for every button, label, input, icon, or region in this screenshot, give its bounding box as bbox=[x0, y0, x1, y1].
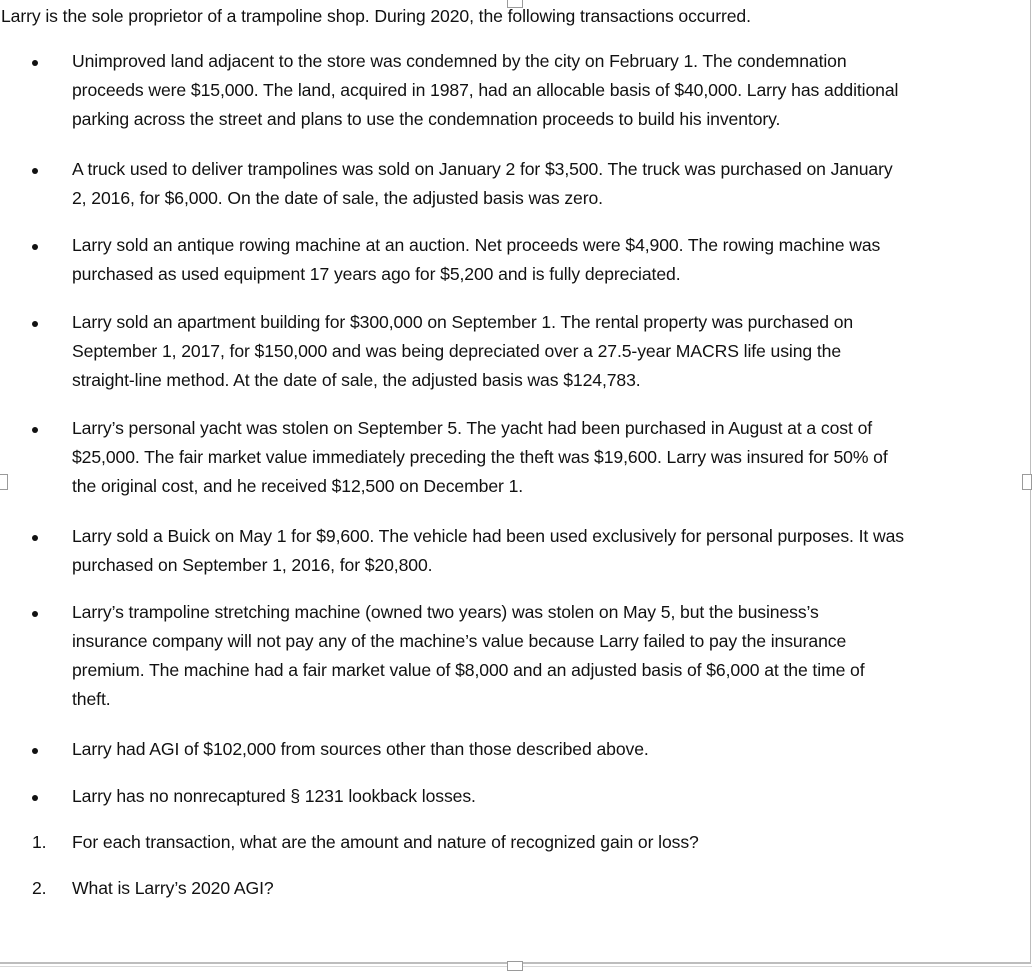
intro-paragraph: Larry is the sole proprietor of a trampoline shop. During 2020, the following transactions occurred. bbox=[1, 6, 751, 26]
text-line: A truck used to deliver trampolines was sold on January 2 for $3,500. The truck was purchased on January bbox=[72, 159, 893, 179]
bullet-icon bbox=[32, 60, 38, 66]
text-line: Unimproved land adjacent to the store was condemned by the city on February 1. The condemnation bbox=[72, 51, 847, 71]
question-number: 2. bbox=[32, 878, 47, 898]
text-line: Larry’s trampoline stretching machine (owned two years) was stolen on May 5, but the business’s bbox=[72, 602, 819, 622]
text-line: Larry sold an apartment building for $300,000 on September 1. The rental property was purchased on bbox=[72, 312, 854, 332]
text-line: proceeds were $15,000. The land, acquired in 1987, had an allocable basis of $40,000. Larry has additional bbox=[72, 80, 899, 100]
question-number: 1. bbox=[32, 832, 47, 852]
text-line: insurance company will not pay any of the machine’s value because Larry failed to pay the insurance bbox=[72, 631, 847, 651]
bullet-icon bbox=[32, 535, 38, 541]
text-line: 2, 2016, for $6,000. On the date of sale, the adjusted basis was zero. bbox=[72, 188, 603, 208]
bullet-icon bbox=[32, 244, 38, 250]
text-line: purchased on September 1, 2016, for $20,800. bbox=[72, 555, 433, 575]
bullet-icon bbox=[32, 748, 38, 754]
bullet-icon bbox=[32, 321, 38, 327]
text-line: theft. bbox=[72, 689, 111, 709]
text-line: purchased as used equipment 17 years ago for $5,200 and is fully depreciated. bbox=[72, 264, 681, 284]
bullet-icon bbox=[32, 168, 38, 174]
text-line: $25,000. The fair market value immediately preceding the theft was $19,600. Larry was insured for 50% of bbox=[72, 447, 888, 467]
question-text: What is Larry’s 2020 AGI? bbox=[72, 878, 274, 898]
text-line: Larry’s personal yacht was stolen on September 5. The yacht had been purchased in August at a cost of bbox=[72, 418, 873, 438]
bullet-icon bbox=[32, 427, 38, 433]
list-item-text bbox=[72, 598, 1032, 714]
text-line: straight-line method. At the date of sale, the adjusted basis was $124,783. bbox=[72, 370, 641, 390]
resize-handle-bottom[interactable] bbox=[507, 961, 523, 971]
list-item-text bbox=[72, 308, 1032, 395]
text-line: the original cost, and he received $12,500 on December 1. bbox=[72, 476, 524, 496]
list-item-text bbox=[72, 414, 1032, 501]
list-item-text bbox=[72, 231, 1032, 289]
text-line: September 1, 2017, for $150,000 and was being depreciated over a 27.5-year MACRS life using the bbox=[72, 341, 842, 361]
list-item-text bbox=[72, 782, 1032, 811]
text-line: parking across the street and plans to use the condemnation proceeds to build his inventory. bbox=[72, 109, 781, 129]
list-item-text bbox=[72, 47, 1032, 134]
text-line: premium. The machine had a fair market value of $8,000 and an adjusted basis of $6,000 at the time of bbox=[72, 660, 865, 680]
question-text: For each transaction, what are the amount and nature of recognized gain or loss? bbox=[72, 832, 699, 852]
list-item-text bbox=[72, 155, 1032, 213]
list-item-text bbox=[72, 522, 1032, 580]
text-line: Larry sold an antique rowing machine at an auction. Net proceeds were $4,900. The rowing machine was bbox=[72, 235, 881, 255]
text-line: Larry has no nonrecaptured § 1231 lookback losses. bbox=[72, 786, 476, 806]
bullet-icon bbox=[32, 611, 38, 617]
resize-handle-left[interactable] bbox=[0, 474, 8, 490]
text-line: Larry sold a Buick on May 1 for $9,600. The vehicle had been used exclusively for personal purposes. It was bbox=[72, 526, 904, 546]
text-line: Larry had AGI of $102,000 from sources other than those described above. bbox=[72, 739, 649, 759]
list-item-text bbox=[72, 735, 1032, 764]
bullet-icon bbox=[32, 795, 38, 801]
